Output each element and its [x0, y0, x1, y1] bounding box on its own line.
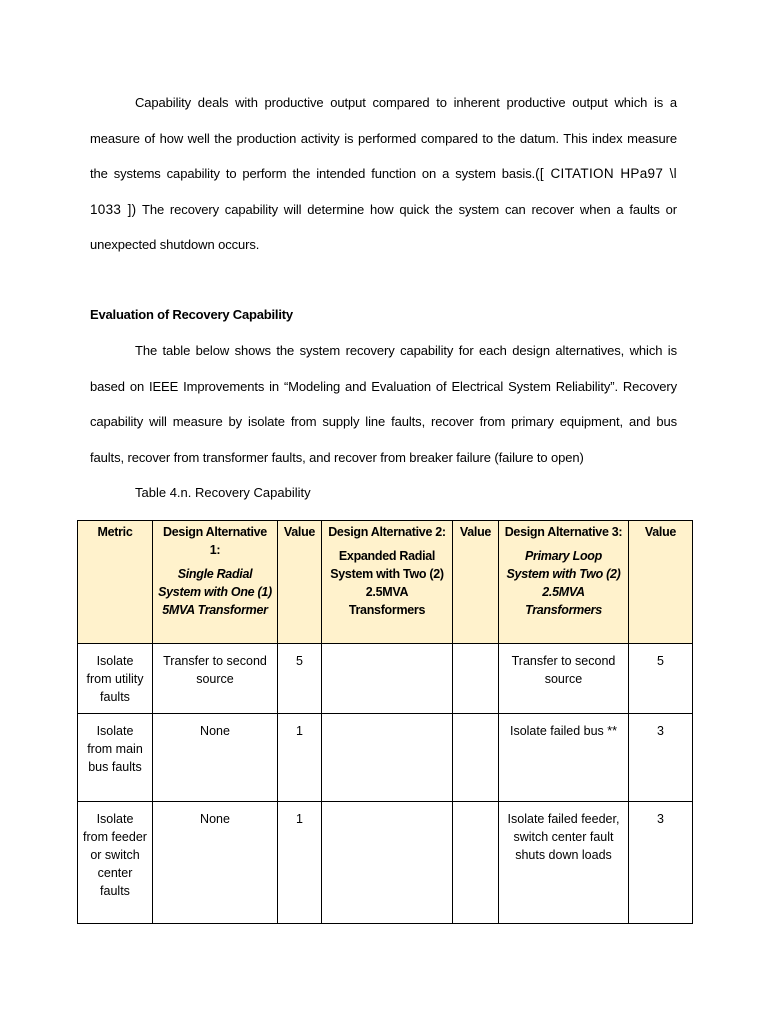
cell-alt3: Isolate failed bus ** [499, 714, 629, 802]
cell-value3: 3 [629, 714, 693, 802]
recovery-capability-table [77, 520, 693, 924]
table-caption: Table 4.n. Recovery Capability [135, 485, 311, 500]
cell-alt2 [322, 714, 453, 802]
cell-alt2 [322, 644, 453, 714]
cell-value1: 5 [278, 644, 322, 714]
header-alt2-title: Design Alternative 2: [328, 525, 446, 539]
table-row [78, 644, 693, 714]
cell-alt3: Isolate failed feeder, switch center fault shuts down loads [499, 802, 629, 924]
header-alt3 [499, 521, 629, 644]
header-alt3-title: Design Alternative 3: [504, 525, 623, 539]
intro-paragraph [90, 85, 677, 263]
cell-metric: Isolate from main bus faults [78, 714, 153, 802]
header-value3: Value [629, 521, 693, 644]
header-alt1-title: Design Alternative 1: [163, 525, 267, 557]
cell-value1: 1 [278, 802, 322, 924]
cell-value2 [453, 644, 499, 714]
table-intro-paragraph [90, 333, 677, 475]
intro-text-part2: The recovery capability will determine how quick the system can recover when a faults or unexpected shutdown occurs. [90, 201, 677, 252]
header-value2: Value [453, 521, 499, 644]
intro-text-part1: Capability deals with productive output compared to inherent productive output which is a measure of how well the production activity is performed compared to the datum. This index measure the systems capability to perform the intended function on a system basis. [90, 95, 677, 181]
table-intro-text: The table below shows the system recovery capability for each design alternatives, which is based on IEEE Improvements in “Modeling and Evaluation of Electrical System Reliability”. Recovery capability will measure by isolate from supply line faults, recover from primary equipment, and bus faults, recover from transformer faults, and recover from breaker failure (failure to open) [90, 343, 677, 465]
cell-alt1: None [153, 714, 278, 802]
header-metric: Metric [78, 521, 153, 644]
citation-field: ([ CITATION HPa97 \l 1033 ]) [90, 166, 677, 217]
header-alt2-sub: Expanded Radial System with Two (2) 2.5MVA Transformers [330, 549, 444, 617]
table-header-row [78, 521, 693, 644]
cell-value2 [453, 714, 499, 802]
header-alt2 [322, 521, 453, 644]
cell-value1: 1 [278, 714, 322, 802]
table-row [78, 714, 693, 802]
cell-metric: Isolate from utility faults [78, 644, 153, 714]
header-alt1-sub: Single Radial System with One (1) 5MVA Transformer [158, 567, 272, 617]
header-alt1 [153, 521, 278, 644]
header-alt3-sub: Primary Loop System with Two (2) 2.5MVA Transformers [506, 549, 621, 617]
cell-value3: 3 [629, 802, 693, 924]
cell-alt1: Transfer to second source [153, 644, 278, 714]
cell-alt3: Transfer to second source [499, 644, 629, 714]
cell-value2 [453, 802, 499, 924]
section-heading: Evaluation of Recovery Capability [90, 307, 293, 322]
header-value1: Value [278, 521, 322, 644]
cell-alt2 [322, 802, 453, 924]
table-row [78, 802, 693, 924]
cell-value3: 5 [629, 644, 693, 714]
cell-alt1: None [153, 802, 278, 924]
cell-metric: Isolate from feeder or switch center faults [78, 802, 153, 924]
